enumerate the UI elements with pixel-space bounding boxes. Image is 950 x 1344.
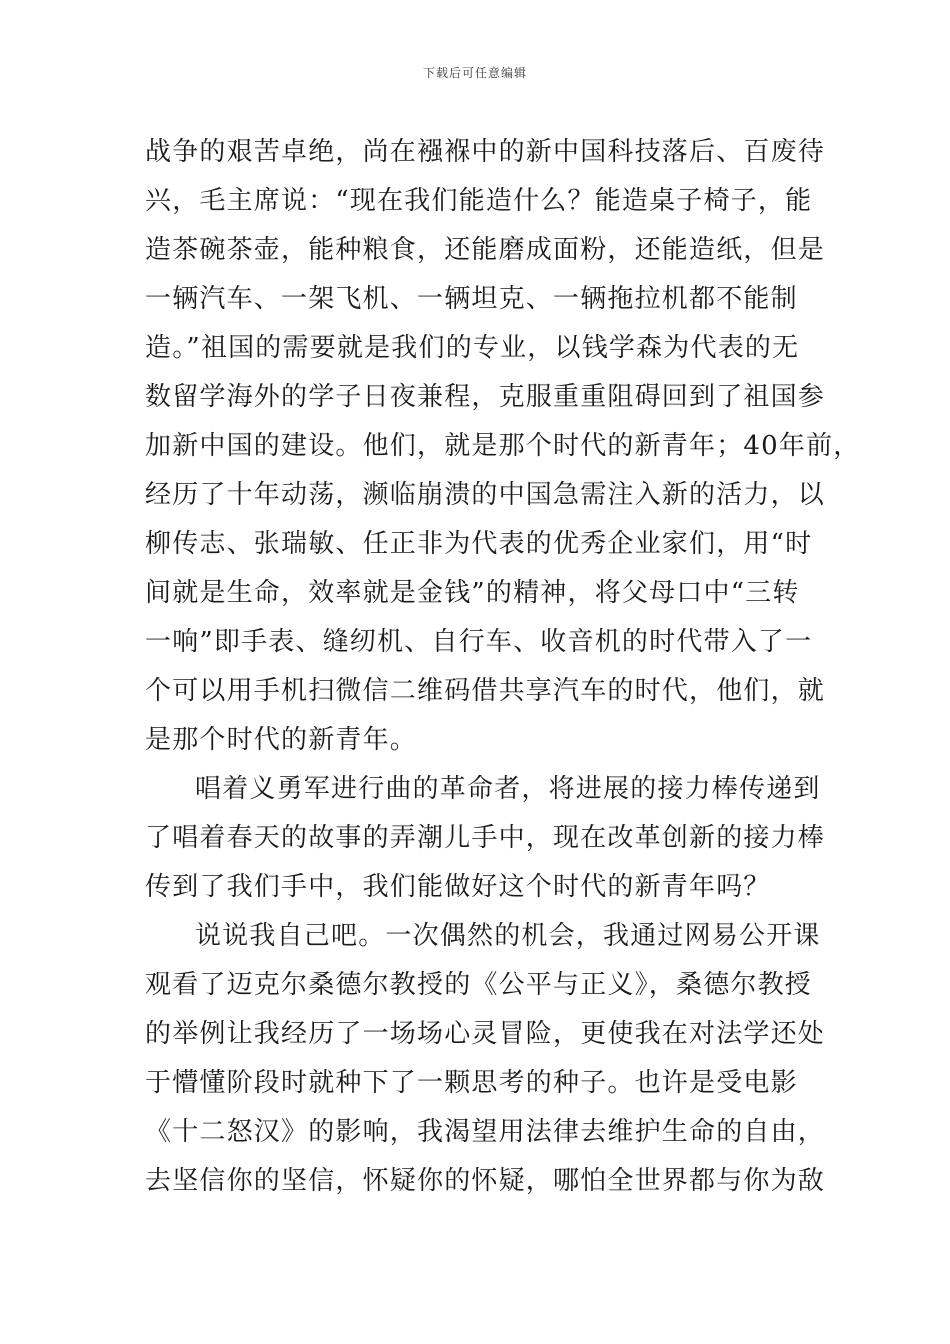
text-line: 唱着义勇军进行曲的革命者，将进展的接力棒传递到 xyxy=(195,774,821,804)
text-line: 去坚信你的坚信，怀疑你的怀疑，哪怕全世界都与你为敌 xyxy=(145,1166,826,1196)
text-line: 间就是生命，效率就是金钱”的精神，将父母口中“三转 xyxy=(145,578,800,608)
text-line: 于懵懂阶段时就种下了一颗思考的种子。也许是受电影 xyxy=(145,1068,798,1098)
text-line: 是那个时代的新青年。 xyxy=(145,725,418,755)
text-line: 数留学海外的学子日夜兼程，克服重重阻碍回到了祖国参 xyxy=(145,382,826,412)
text-line: 了唱着春天的故事的弄潮儿手中，现在改革创新的接力棒 xyxy=(145,823,826,853)
text-line: 观看了迈克尔桑德尔教授的《公平与正义》，桑德尔教授 xyxy=(145,970,813,1000)
page-header: 下载后可任意编辑 xyxy=(422,66,527,80)
text-line: 战争的艰苦卓绝，尚在襁褓中的新中国科技落后、百废待 xyxy=(145,137,826,167)
text-line: 一响”即手表、缝纫机、自行车、收音机的时代带入了一 xyxy=(145,627,813,657)
text-line: 兴，毛主席说：“现在我们能造什么？能造桌子椅子，能 xyxy=(145,186,813,216)
text-line: 个可以用手机扫微信二维码借共享汽车的时代，他们，就 xyxy=(145,676,826,706)
text-line: 柳传志、张瑞敏、任正非为代表的优秀企业家们，用“时 xyxy=(145,529,813,559)
text-line: 一辆汽车、一架飞机、一辆坦克、一辆拖拉机都不能制 xyxy=(145,284,798,314)
text-line: 传到了我们手中，我们能做好这个时代的新青年吗？ xyxy=(145,872,771,902)
text-line: 《十二怒汉》的影响，我渴望用法律去维护生命的自由， xyxy=(145,1117,826,1147)
text-line: 说说我自己吧。一次偶然的机会，我通过网易公开课 xyxy=(195,921,821,951)
text-line: 造茶碗茶壶，能种粮食，还能磨成面粉，还能造纸，但是 xyxy=(145,235,826,265)
text-line: 造。”祖国的需要就是我们的专业，以钱学森为代表的无 xyxy=(145,333,800,363)
body-text xyxy=(145,128,861,1206)
text-line: 加新中国的建设。他们，就是那个时代的新青年；40年前， xyxy=(145,431,861,461)
text-line: 经历了十年动荡，濒临崩溃的中国急需注入新的活力，以 xyxy=(145,480,826,510)
text-line: 的举例让我经历了一场场心灵冒险，更使我在对法学还处 xyxy=(145,1019,826,1049)
